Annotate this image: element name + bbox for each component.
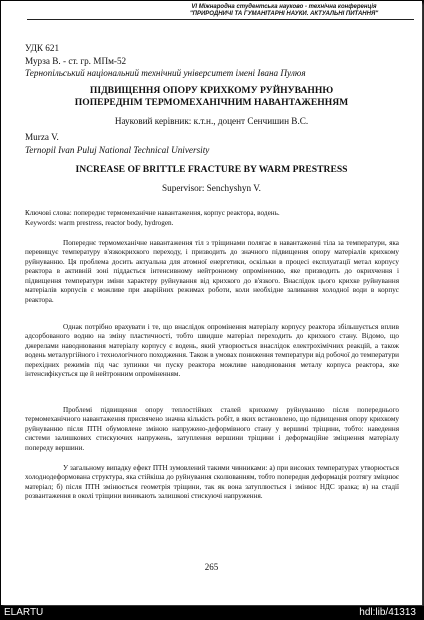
paragraph-2: Однак потрібно врахувати і те, що внаслідок опромінення матеріалу корпусу реактора збільшується вплив адсорбованого водню на зміну пластичності, тобто швидше матеріал переходить до крихкого стану. Відомо, що джерелами наводнювання матеріалу корпусу є водень, який утворюється внаслідок електрохімічних реакцій, а також водень металургійного і технологічного походження. Також в умовах пониження температури від робочої до температури перехідних режимів під час зупинки чи пуску реактора можливе наводнювання металу корпуса реактора, яке інтенсифікується ще й нейтронним опроміненням. — [25, 323, 400, 379]
supervisor-ukrainian: Науковий керівник: к.т.н., доцент Сенчишин В.С. — [114, 116, 309, 126]
keywords-english: Keywords: warm prestress, reactor body, hydrogen. — [25, 219, 174, 227]
page-number: 265 — [204, 562, 219, 572]
supervisor-english: Supervisor: Senchyshyn V. — [162, 183, 261, 193]
author-english: Murza V. — [25, 132, 59, 142]
udc-code: УДК 621 — [25, 43, 60, 53]
title-english: INCREASE OF BRITTLE FRACTURE BY WARM PRESTRESS — [75, 164, 348, 175]
title-ukrainian-line-1: ПІДВИЩЕННЯ ОПОРУ КРИХКОМУ РУЙНУВАННЮ — [89, 85, 334, 96]
repository-name: ELARTU — [4, 607, 44, 618]
document-page — [1, 1, 422, 605]
conference-line-1: VI Міжнародна студентська науково - технічна конференція — [191, 4, 377, 10]
handle-identifier: hdl:lib/41313 — [359, 607, 416, 618]
keywords-ukrainian: Ключові слова: попереднє термомеханічне навантаження, корпус реактора, водень. — [25, 209, 280, 217]
conference-line-2: "ПРИРОДНИЧІ ТА ГУМАНІТАРНІ НАУКИ. АКТУАЛЬНІ ПИТАННЯ" — [189, 11, 379, 17]
affiliation-ukrainian: Тернопільський національний технічний університет імені Івана Пулюя — [25, 68, 306, 78]
header-divider — [27, 19, 414, 20]
title-ukrainian-line-2: ПОПЕРЕДНІМ ТЕРМОМЕХАНІЧНИМ НАВАНТАЖЕННЯМ — [74, 97, 349, 108]
affiliation-english: Ternopil Ivan Puluj National Technical University — [25, 145, 210, 155]
conference-header — [154, 4, 414, 18]
paragraph-1: Попереднє термомеханічне навантаження тіл з тріщинами полягає в навантаженні тіла за температури, яка перевищує температуру в'язкокрихкого переходу, і призводить до значного підвищення опору матеріалів крихкому руйнуванню. Ця проблема досить актуальна для атомної енергетики, оскільки в процесі експлуатації метал корпусу реактора в активній зоні піддається інтенсивному нейтронному опроміненню, яке призводить до окрихчення і підвищення температури зміни характеру руйнування від крихкого до в'язкого. Внаслідок цього крихке руйнування матеріалів корпусів є можливе при аварійних режимах роботи, коли необхідне заливання холодної води в корпус реактора. — [25, 239, 399, 304]
author-ukrainian: Мурза В. - ст. гр. МПм-52 — [25, 56, 127, 66]
footer-bar — [0, 606, 424, 620]
paragraph-4: У загальному випадку ефект ПТН зумовлений такими чинниками: а) при високих температурах утворюється холоднодеформована структура, яка стійкіша до руйнування сколюванням, тобто попередня деформація розтягу зміцнює матеріал; б) після ПТН змінюється геометрія тріщини, так як вона затуплюється і змінює НДС зразка; в) на стадії розвантаження в околі тріщини виникають залишкові стискуючі напруження. — [25, 464, 399, 501]
paragraph-3: Проблемі підвищення опору теплостійких сталей крихкому руйнуванню після попереднього термомеханічного навантаження присвячено значна кількість робіт, в яких встановлено, що підвищення опору крихкому руйнуванню після ПТН обумовлене зміною напружено-деформівного стану у вершині тріщини, тобто: наведення системи залишкових стискуючих напружень, затуплення вершини тріщини і деформаційне зміцнення матеріалу попереду вершини. — [25, 406, 399, 452]
